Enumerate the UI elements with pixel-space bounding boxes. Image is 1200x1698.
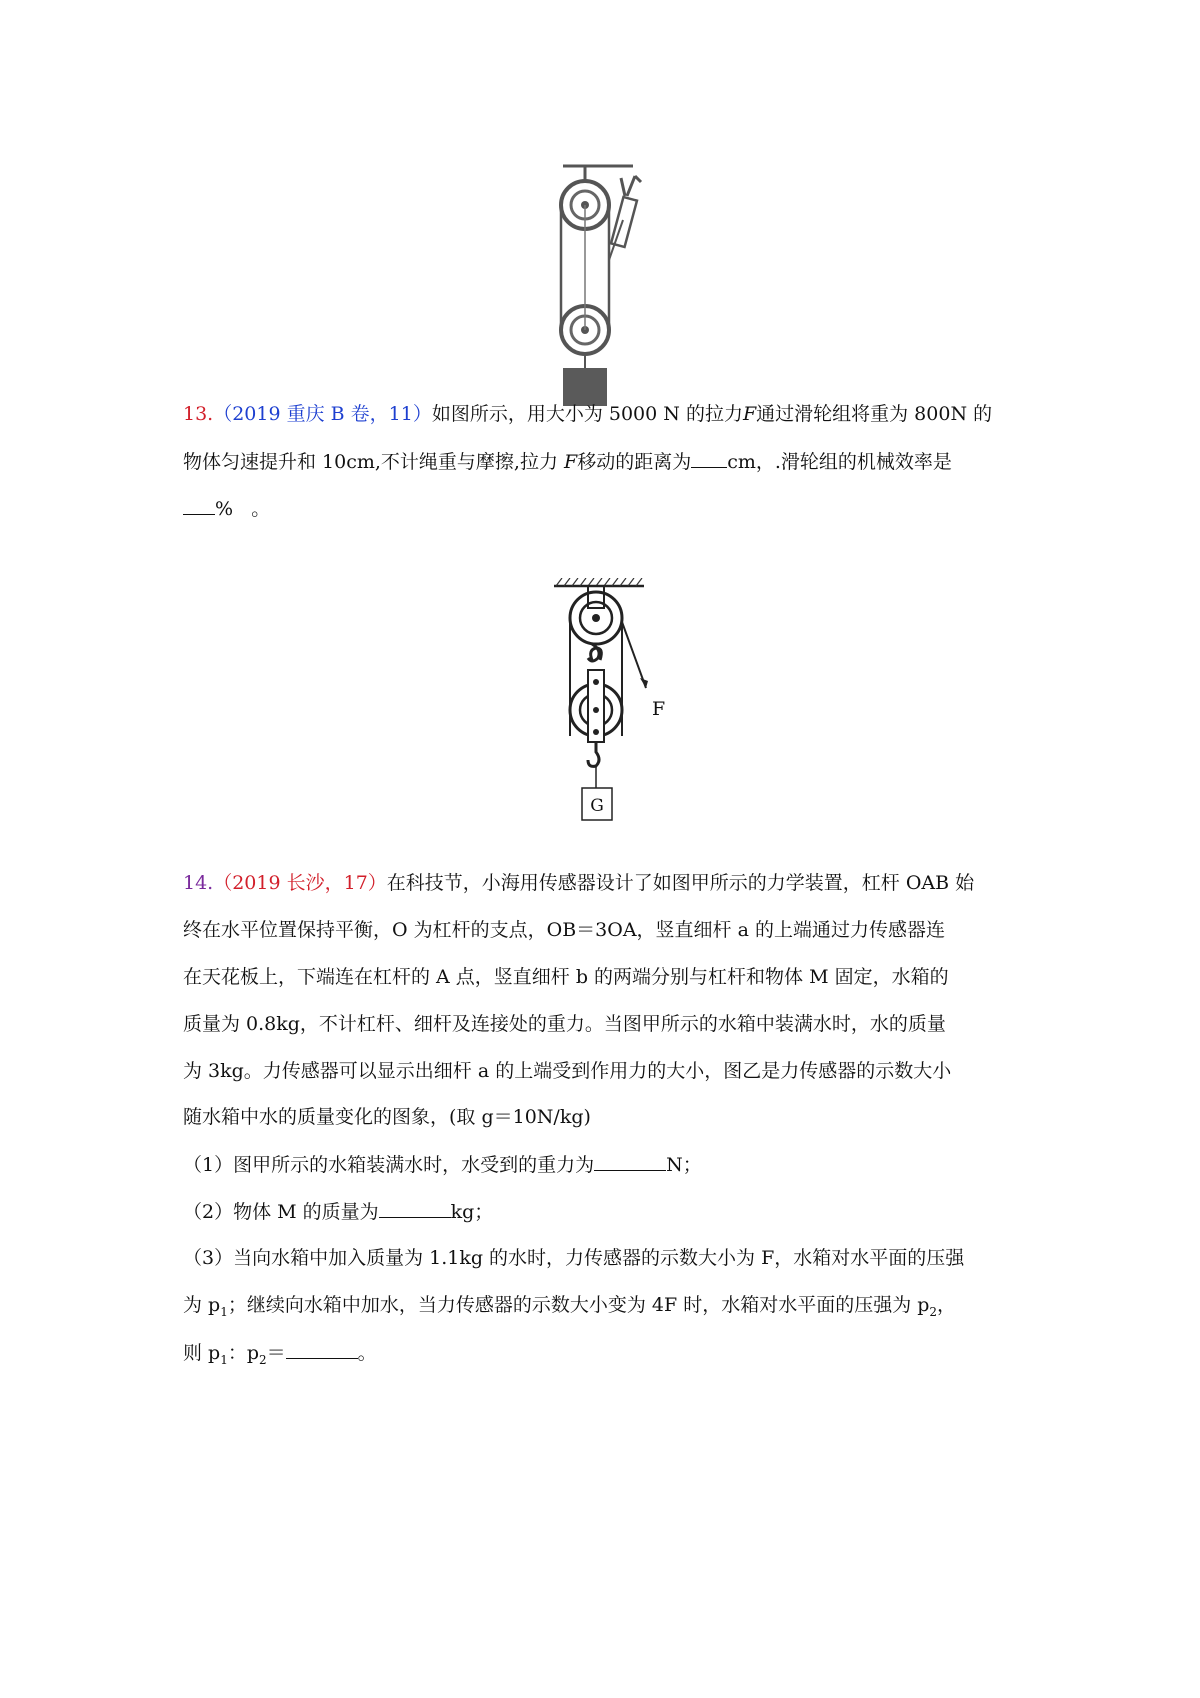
q14-blank-1[interactable] (594, 1150, 666, 1171)
q14-text-5: 为 3kg。力传感器可以显示出细杆 a 的上端受到作用力的大小，图乙是力传感器的示数大小 (183, 1060, 952, 1082)
q14-subq-3-line-2 (183, 1291, 956, 1326)
q14-text-4: 质量为 0.8kg，不计杠杆、细杆及连接处的重力。当图甲所示的水箱中装满水时，水的质量 (183, 1013, 946, 1035)
q13-line-2 (183, 447, 952, 476)
q14-text-2: 终在水平位置保持平衡，O 为杠杆的支点，OB＝3OA，竖直细杆 a 的上端通过力传感器连 (183, 919, 945, 941)
q14-number: 14. (183, 872, 214, 894)
q14-s3-p2-sub: 2 (929, 1304, 938, 1319)
q13-text-1b: 通过滑轮组将重为 800N 的 (756, 403, 993, 425)
q13-pulley-figure (548, 578, 678, 848)
q14-s2-unit: kg； (450, 1201, 494, 1223)
q14-blank-2[interactable] (379, 1197, 451, 1218)
q14-s3-equals: ＝ (266, 1342, 286, 1364)
pulley-spring-scale-figure (555, 160, 665, 410)
q14-s2-text: （2）物体 M 的质量为 (183, 1201, 379, 1223)
q14-subq-2 (183, 1197, 493, 1226)
q14-line-3 (183, 963, 949, 991)
q14-line-6 (183, 1103, 591, 1131)
q13-force-symbol-2: F (564, 451, 578, 473)
q14-line-1 (183, 869, 974, 897)
q13-text-3b: 。 (251, 498, 271, 520)
q14-subq-1 (183, 1150, 702, 1179)
q13-text-2c: cm，.滑轮组的机械效率是 (727, 451, 952, 473)
q13-force-symbol: F (742, 403, 757, 425)
q14-blank-3[interactable] (286, 1338, 358, 1359)
q14-text-1: 在科技节，小海用传感器设计了如图甲所示的力学装置，杠杆 OAB 始 (386, 872, 975, 894)
q14-s3-period: 。 (357, 1342, 377, 1364)
q14-subq-3-line-3 (183, 1338, 377, 1374)
q14-text-3: 在天花板上，下端连在杠杆的 A 点，竖直细杆 b 的两端分别与杠杆和物体 M 固定，水箱的 (183, 966, 949, 988)
q14-s3-ratio-p2: ：p (227, 1342, 260, 1364)
q14-s3-ratio-p1-sub: 1 (220, 1352, 228, 1367)
q13-blank-distance[interactable] (691, 447, 727, 468)
q14-line-5 (183, 1057, 951, 1085)
q14-s3-p1-label: 为 p (183, 1294, 221, 1316)
q13-text-2b: 移动的距离为 (577, 451, 692, 473)
q14-line-4 (183, 1010, 946, 1038)
q13-fig-label-G: G (590, 796, 604, 816)
q14-s3-text-1: （3）当向水箱中加入质量为 1.1kg 的水时，力传感器的示数大小为 F，水箱对水平面的压强 (183, 1247, 965, 1269)
q14-subq-3-line-1 (183, 1244, 964, 1272)
q13-text-2a: 物体匀速提升和 10cm,不计绳重与摩擦,拉力 (183, 451, 558, 473)
q14-s1-text: （1）图甲所示的水箱装满水时，水受到的重力为 (183, 1154, 595, 1176)
q14-line-2 (183, 916, 945, 944)
q14-text-6: 随水箱中水的质量变化的图象，(取 g＝10N/kg) (183, 1106, 591, 1128)
q13-blank-efficiency[interactable] (183, 494, 215, 515)
q14-source: （2019 长沙，17） (213, 872, 387, 894)
q14-s3-p1-sub: 1 (220, 1304, 228, 1319)
q13-number: 13. (183, 403, 214, 425)
q13-fig-label-F: F (652, 698, 666, 720)
q13-text-3a: % (215, 498, 234, 520)
q13-line-3 (183, 494, 270, 523)
q14-s1-unit: N； (666, 1154, 702, 1176)
q14-s3-ratio-p2-sub: 2 (259, 1352, 267, 1367)
q13-source: （2019 重庆 B 卷，11） (213, 403, 432, 425)
q14-s3-comma: ， (937, 1294, 957, 1316)
q14-s3-text-2: ；继续向水箱中加水，当力传感器的示数大小变为 4F 时，水箱对水平面的压强为 p (227, 1294, 930, 1316)
q14-s3-ratio-p1: 则 p (183, 1342, 221, 1364)
q13-line-1 (183, 400, 992, 428)
q13-text-1: 如图所示，用大小为 5000 N 的拉力 (431, 403, 743, 425)
